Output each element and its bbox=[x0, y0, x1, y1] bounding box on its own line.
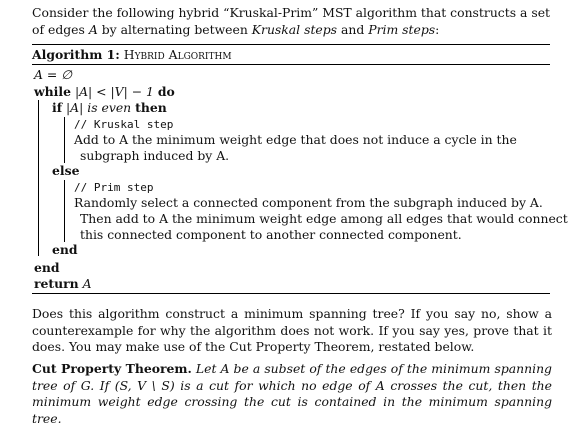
return-var: A bbox=[82, 276, 92, 291]
do-keyword: do bbox=[157, 84, 175, 99]
kruskal-line-2: subgraph induced by A. bbox=[80, 148, 230, 163]
kruskal-comment: // Kruskal step bbox=[74, 118, 174, 131]
intro-kruskal-steps: Kruskal steps bbox=[251, 21, 338, 37]
then-keyword: then bbox=[135, 100, 167, 115]
while-keyword: while bbox=[34, 84, 71, 99]
prim-line-1: Randomly select a connected component from the subgraph induced by A. bbox=[74, 195, 543, 210]
algo-return-line bbox=[34, 276, 92, 292]
return-keyword: return bbox=[34, 276, 79, 291]
prim-line-2: Then add to A the minimum weight edge among all edges that would connect bbox=[80, 211, 568, 226]
if-keyword: if bbox=[52, 100, 63, 115]
kruskal-block-bar bbox=[64, 117, 65, 163]
algorithm-caption-label: Algorithm 1: bbox=[32, 47, 120, 62]
prim-block-bar bbox=[64, 180, 65, 242]
kruskal-line-1: Add to A the minimum weight edge that does not induce a cycle in the bbox=[74, 132, 517, 147]
algo-if-line bbox=[52, 100, 167, 116]
end-inner-keyword: end bbox=[52, 242, 78, 257]
intro-paragraph bbox=[32, 5, 552, 38]
algorithm-caption bbox=[32, 47, 232, 63]
prim-line-3: this connected component to another connected component. bbox=[80, 227, 462, 242]
if-condition: |A| is even bbox=[66, 100, 132, 115]
algorithm-bottom-rule bbox=[32, 293, 550, 294]
algo-while-line bbox=[34, 84, 175, 100]
question-paragraph: Does this algorithm construct a minimum spanning tree? If you say no, show a counterexample for why the algorithm does not work. If you say yes, prove that it does. You may make use of the Cut Property Theorem, restated below. bbox=[32, 306, 552, 354]
end-outer-keyword: end bbox=[34, 260, 60, 275]
algorithm-top-rule bbox=[32, 44, 550, 45]
prim-comment: // Prim step bbox=[74, 181, 154, 194]
intro-suffix: : bbox=[435, 21, 440, 37]
else-keyword: else bbox=[52, 163, 80, 178]
algo-init-line: A = ∅ bbox=[34, 67, 73, 82]
theorem-body: Let A be a subset of the edges of the minimum spanning tree of G. If (S, V \ S) is a cut for which no edge of A crosses the cut, then the minimum weight edge crossing the cut is contained in the minimum spanning tree. bbox=[32, 361, 552, 426]
intro-var: A bbox=[88, 21, 98, 37]
algorithm-caption-name: Hybrid Algorithm bbox=[123, 47, 232, 62]
intro-and: and bbox=[337, 21, 369, 37]
intro-prim-steps: Prim steps bbox=[368, 21, 436, 37]
intro-text-middle: by alternating between bbox=[97, 21, 252, 37]
theorem-paragraph bbox=[32, 361, 552, 427]
algorithm-mid-rule bbox=[32, 64, 550, 65]
theorem-title: Cut Property Theorem. bbox=[32, 361, 192, 376]
intro-text: Consider the following hybrid “Kruskal-Prim” MST algorithm that constructs a set of edges bbox=[32, 5, 551, 37]
while-block-bar bbox=[38, 100, 39, 256]
while-condition: |A| < |V| − 1 bbox=[74, 84, 154, 99]
